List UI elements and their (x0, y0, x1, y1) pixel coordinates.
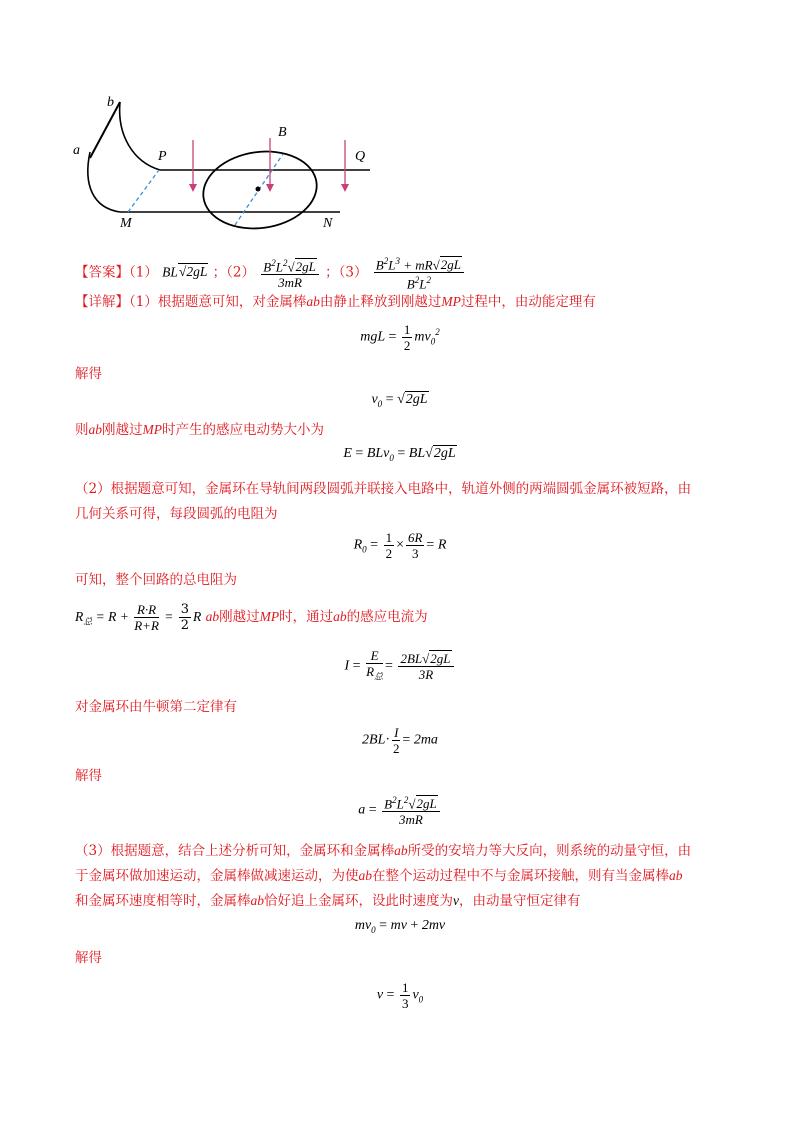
dashed-MP (128, 170, 159, 212)
detail-p1: 【详解】（1）根据题意可知，对金属棒ab由静止释放到刚越过MP过程中，由动能定理有 (75, 294, 596, 310)
eq-current: I = $\frac{E}{R_总}$ = $\frac{2BL√2gL}{3R}$ (0, 648, 800, 685)
jiede-3: 解得 (75, 950, 102, 966)
detail-total-r: 可知，整个回路的总电阻为 (75, 572, 237, 588)
upper-arc-rail (120, 102, 160, 170)
eq-momentum: $mv_0$ = mv + 2mv (354, 918, 446, 935)
detail-emf-line: 则ab刚越过MP时产生的感应电动势大小为 (75, 422, 324, 438)
eq-v0: $v_0 = √2gL$ (371, 392, 428, 409)
eq-newton: 2BL· $\frac{I}{2}$ = 2ma (362, 725, 438, 756)
ring-center (256, 187, 261, 192)
label-P: P (158, 149, 167, 164)
detail-p2-line1: （2）根据题意可知，金属环在导轨间两段圆弧并联接入电路中，轨道外侧的两端圆弧金属环被短路，由 (75, 481, 692, 497)
eq-emf: E = BLv$_0$ = BL√2gL (343, 446, 456, 463)
answer-line: 【答案】（1） BL√2gL ；（2） $\frac{B^2L^2√2gL}{3mR}$ ；（3） $\frac{B^2L^3 + mR√2gL}{B^2L^2}$ (75, 254, 466, 292)
label-a: a (73, 143, 80, 158)
detail-p3-line1: （3）根据题意，结合上述分析可知，金属环和金属棒ab所受的安培力等大反向，则系统的动量守恒，由 (75, 843, 692, 859)
detail-p2-line2: 几何关系可得，每段圆弧的电阻为 (75, 506, 278, 522)
label-b: b (107, 95, 114, 110)
rod-ab (90, 102, 120, 158)
lower-arc-rail (88, 152, 120, 212)
field-arrows (189, 138, 349, 192)
detail-p3-line2: 于金属环做加速运动，金属棒做减速运动，为使ab在整个运动过程中不与金属环接触，则有当金属棒ab (75, 868, 683, 884)
detail-newton: 对金属环由牛顿第二定律有 (75, 699, 237, 715)
eq-total-r-line: $R_总 = R$ + $\frac{R\cdot R}{R+R}$ = $\frac{3}{2}$ R ab刚越过MP时，通过ab的感应电流为 (75, 602, 428, 633)
eq-acceleration: a = $\frac{B^2L^2√2gL}{3mR}$ (0, 793, 800, 827)
jiede-2: 解得 (75, 768, 102, 784)
detail-p3-line3: 和金属环速度相等时，金属棒ab恰好追上金属环，设此时速度为v，由动量守恒定律有 (75, 893, 581, 909)
label-N: N (323, 216, 333, 231)
answer-tag: 【答案】 (75, 264, 129, 281)
label-M: M (120, 216, 132, 231)
eq-r0: $R_0$ = $\frac{1}{2}$ × $\frac{6R}{3}$ = R (353, 530, 447, 561)
label-B: B (278, 125, 287, 140)
label-Q: Q (355, 149, 366, 164)
eq-final-v: v = $\frac{1}{3}$ $v_0$ (376, 980, 424, 1011)
eq-energy: mgL = $\frac{1}{2}$ $mv_0^2$ (360, 322, 440, 353)
jiede-1: 解得 (75, 366, 102, 382)
circuit-diagram (65, 90, 385, 235)
